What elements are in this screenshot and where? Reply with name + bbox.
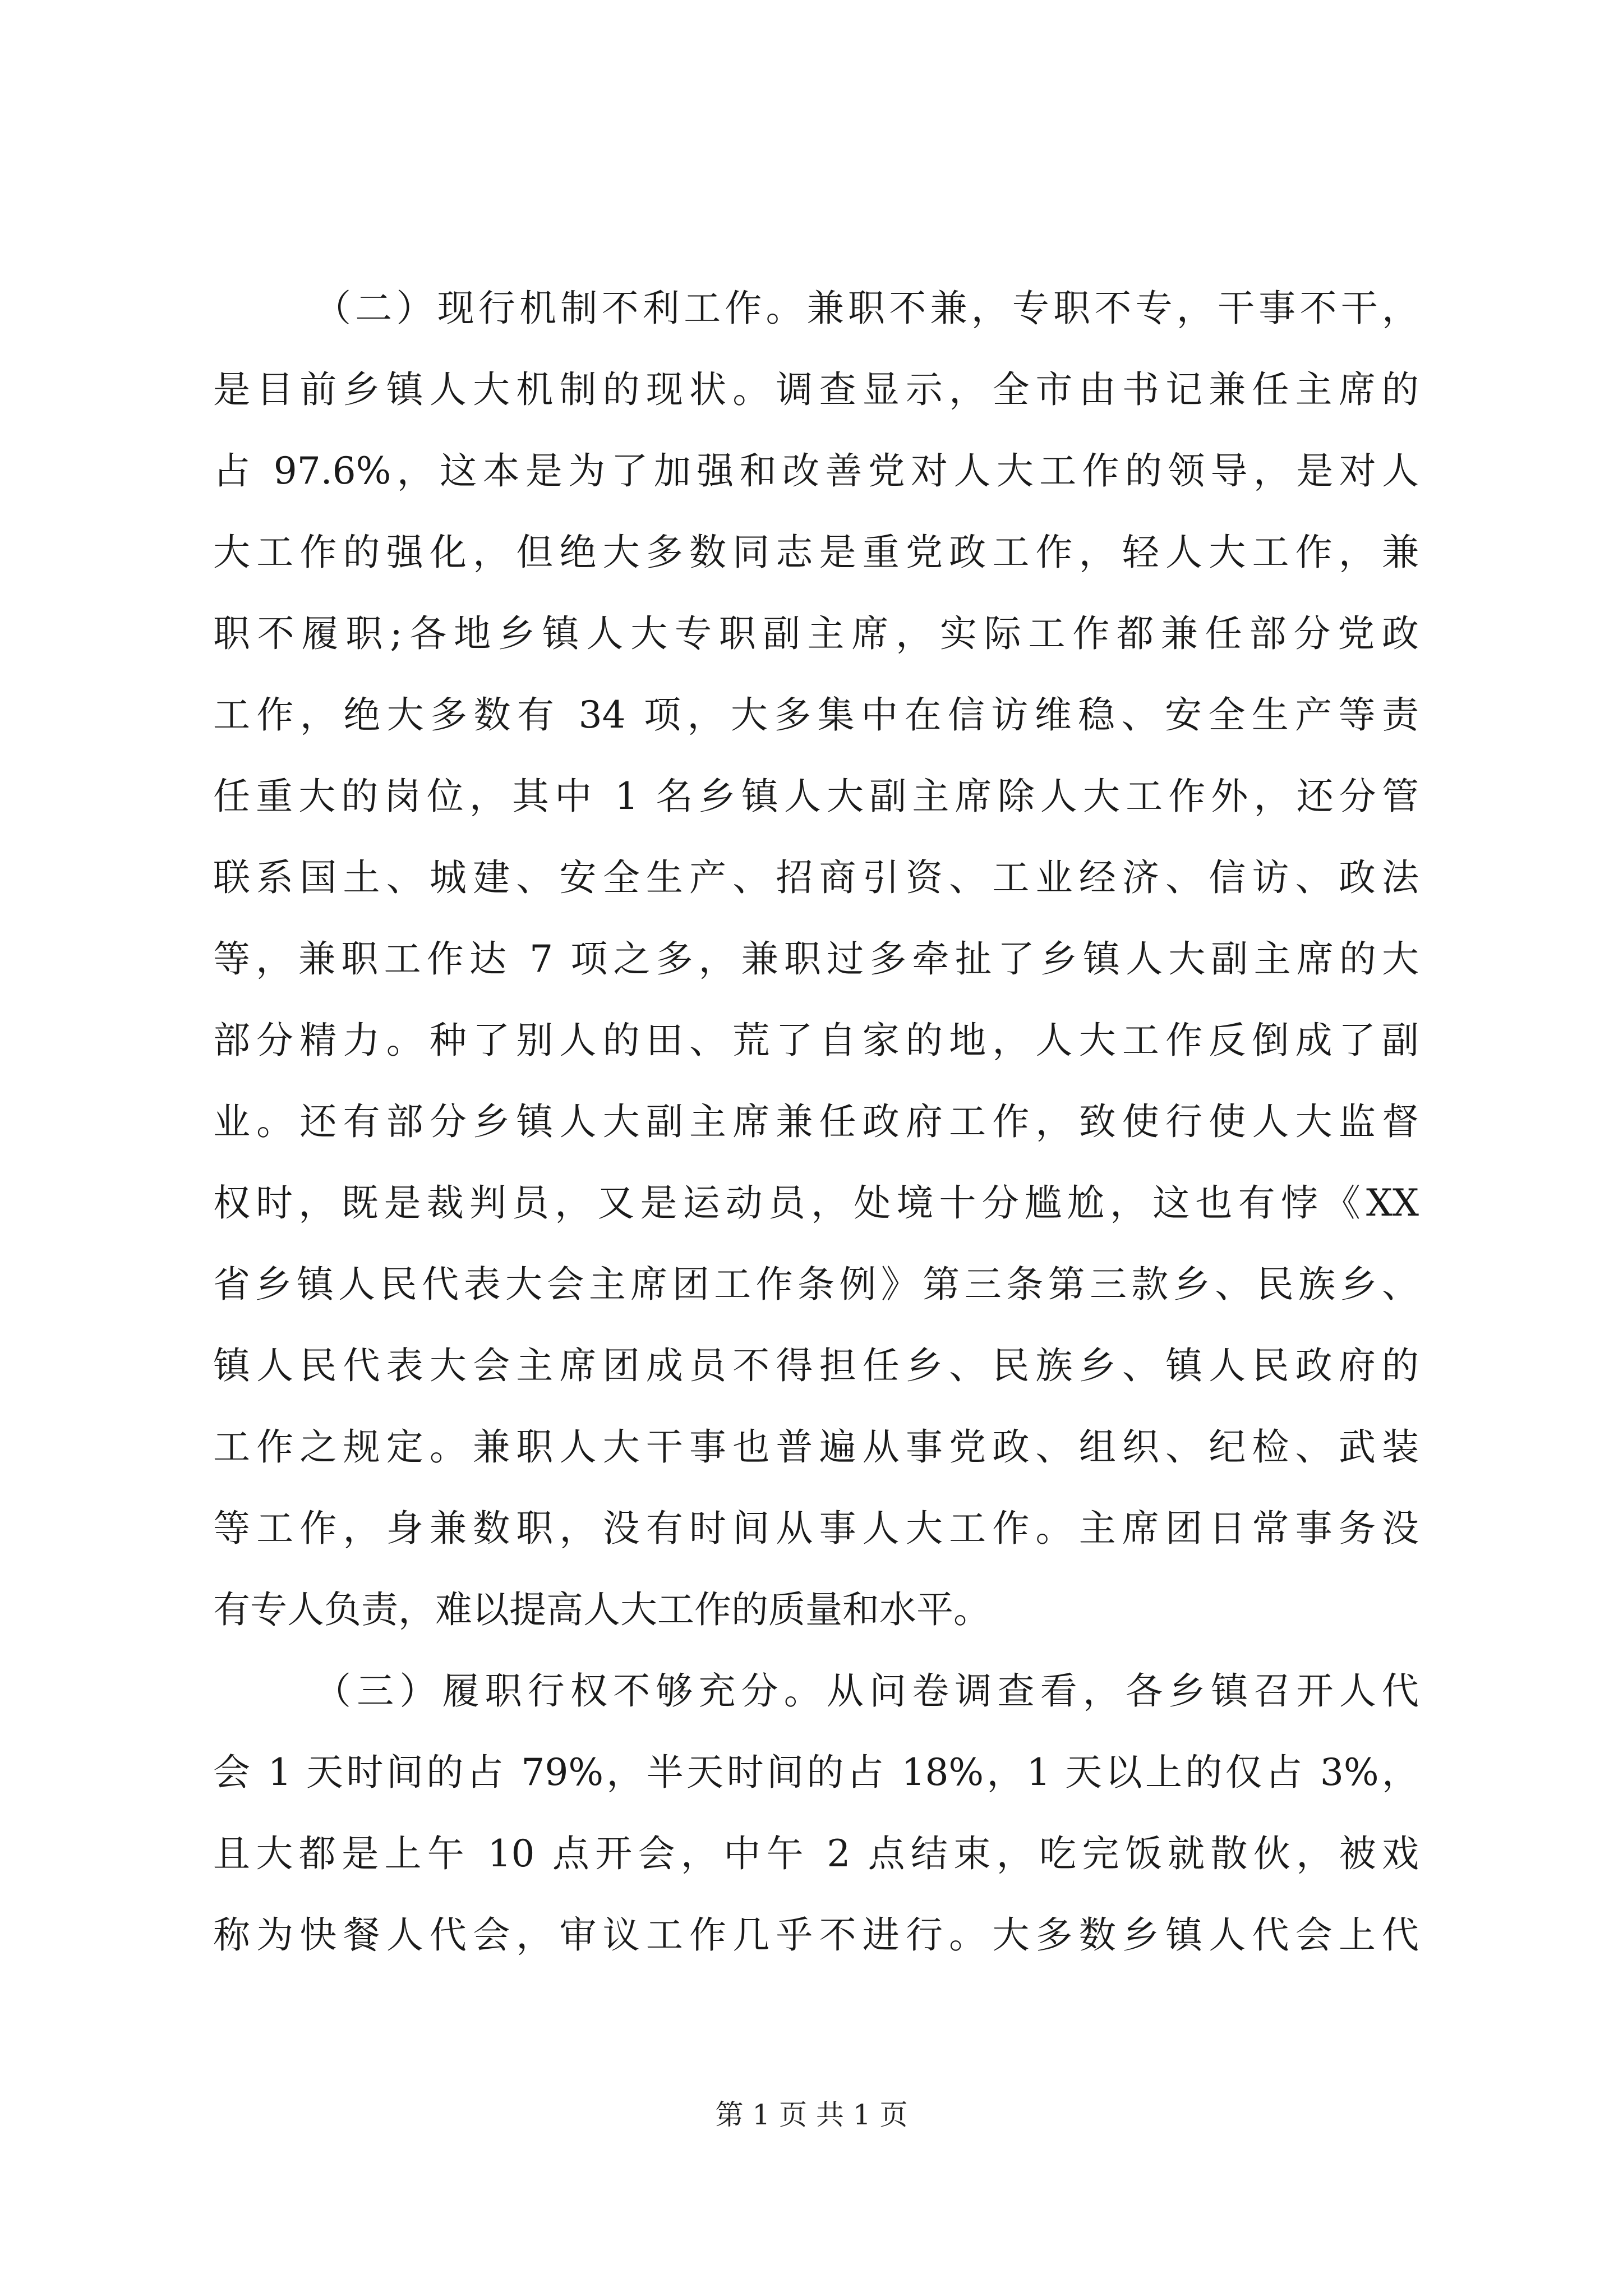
text-line: 有专人负责，难以提高人大工作的质量和水平。 xyxy=(213,1588,990,1631)
text-line: （二）现行机制不利工作。兼职不兼，专职不专，干事不干， xyxy=(314,287,1419,330)
text-line: （三）履职行权不够充分。从问卷调查看，各乡镇召开人代 xyxy=(314,1669,1419,1713)
text-line: 部分精力。种了别人的田、荒了自家的地，人大工作反倒成了副 xyxy=(213,1019,1419,1062)
text-line: 省乡镇人民代表大会主席团工作条例》第三条第三款乡、民族乡、 xyxy=(213,1263,1419,1306)
text-line: 是目前乡镇人大机制的现状。调查显示，全市由书记兼任主席的 xyxy=(213,368,1419,411)
text-line: 镇人民代表大会主席团成员不得担任乡、民族乡、镇人民政府的 xyxy=(213,1344,1419,1387)
text-line: 称为快餐人代会，审议工作几乎不进行。大多数乡镇人代会上代 xyxy=(213,1913,1419,1957)
text-line: 大工作的强化，但绝大多数同志是重党政工作，轻人大工作，兼 xyxy=(213,531,1419,574)
text-line: 权时，既是裁判员，又是运动员，处境十分尴尬，这也有悖《XX xyxy=(213,1181,1419,1225)
text-line: 联系国土、城建、安全生产、招商引资、工业经济、信访、政法 xyxy=(213,856,1419,899)
text-line: 工作，绝大多数有 34 项，大多集中在信访维稳、安全生产等责 xyxy=(213,693,1419,737)
text-line: 业。还有部分乡镇人大副主席兼任政府工作，致使行使人大监督 xyxy=(213,1100,1419,1143)
text-line: 任重大的岗位，其中 1 名乡镇人大副主席除人大工作外，还分管 xyxy=(213,775,1419,818)
text-line: 等工作，身兼数职，没有时间从事人大工作。主席团日常事务没 xyxy=(213,1507,1419,1550)
text-line: 等，兼职工作达 7 项之多，兼职过多牵扯了乡镇人大副主席的大 xyxy=(213,937,1419,981)
text-line: 且大都是上午 10 点开会，中午 2 点结束，吃完饭就散伙，被戏 xyxy=(213,1832,1419,1875)
text-line: 会 1 天时间的占 79%，半天时间的占 18%，1 天以上的仅占 3%， xyxy=(213,1751,1419,1794)
text-line: 工作之规定。兼职人大干事也普遍从事党政、组织、纪检、武装 xyxy=(213,1425,1419,1469)
text-line: 职不履职;各地乡镇人大专职副主席，实际工作都兼任部分党政 xyxy=(213,612,1419,655)
page-footer: 第 1 页 共 1 页 xyxy=(715,2099,908,2131)
text-line: 占 97.6%，这本是为了加强和改善党对人大工作的领导，是对人 xyxy=(213,449,1419,493)
